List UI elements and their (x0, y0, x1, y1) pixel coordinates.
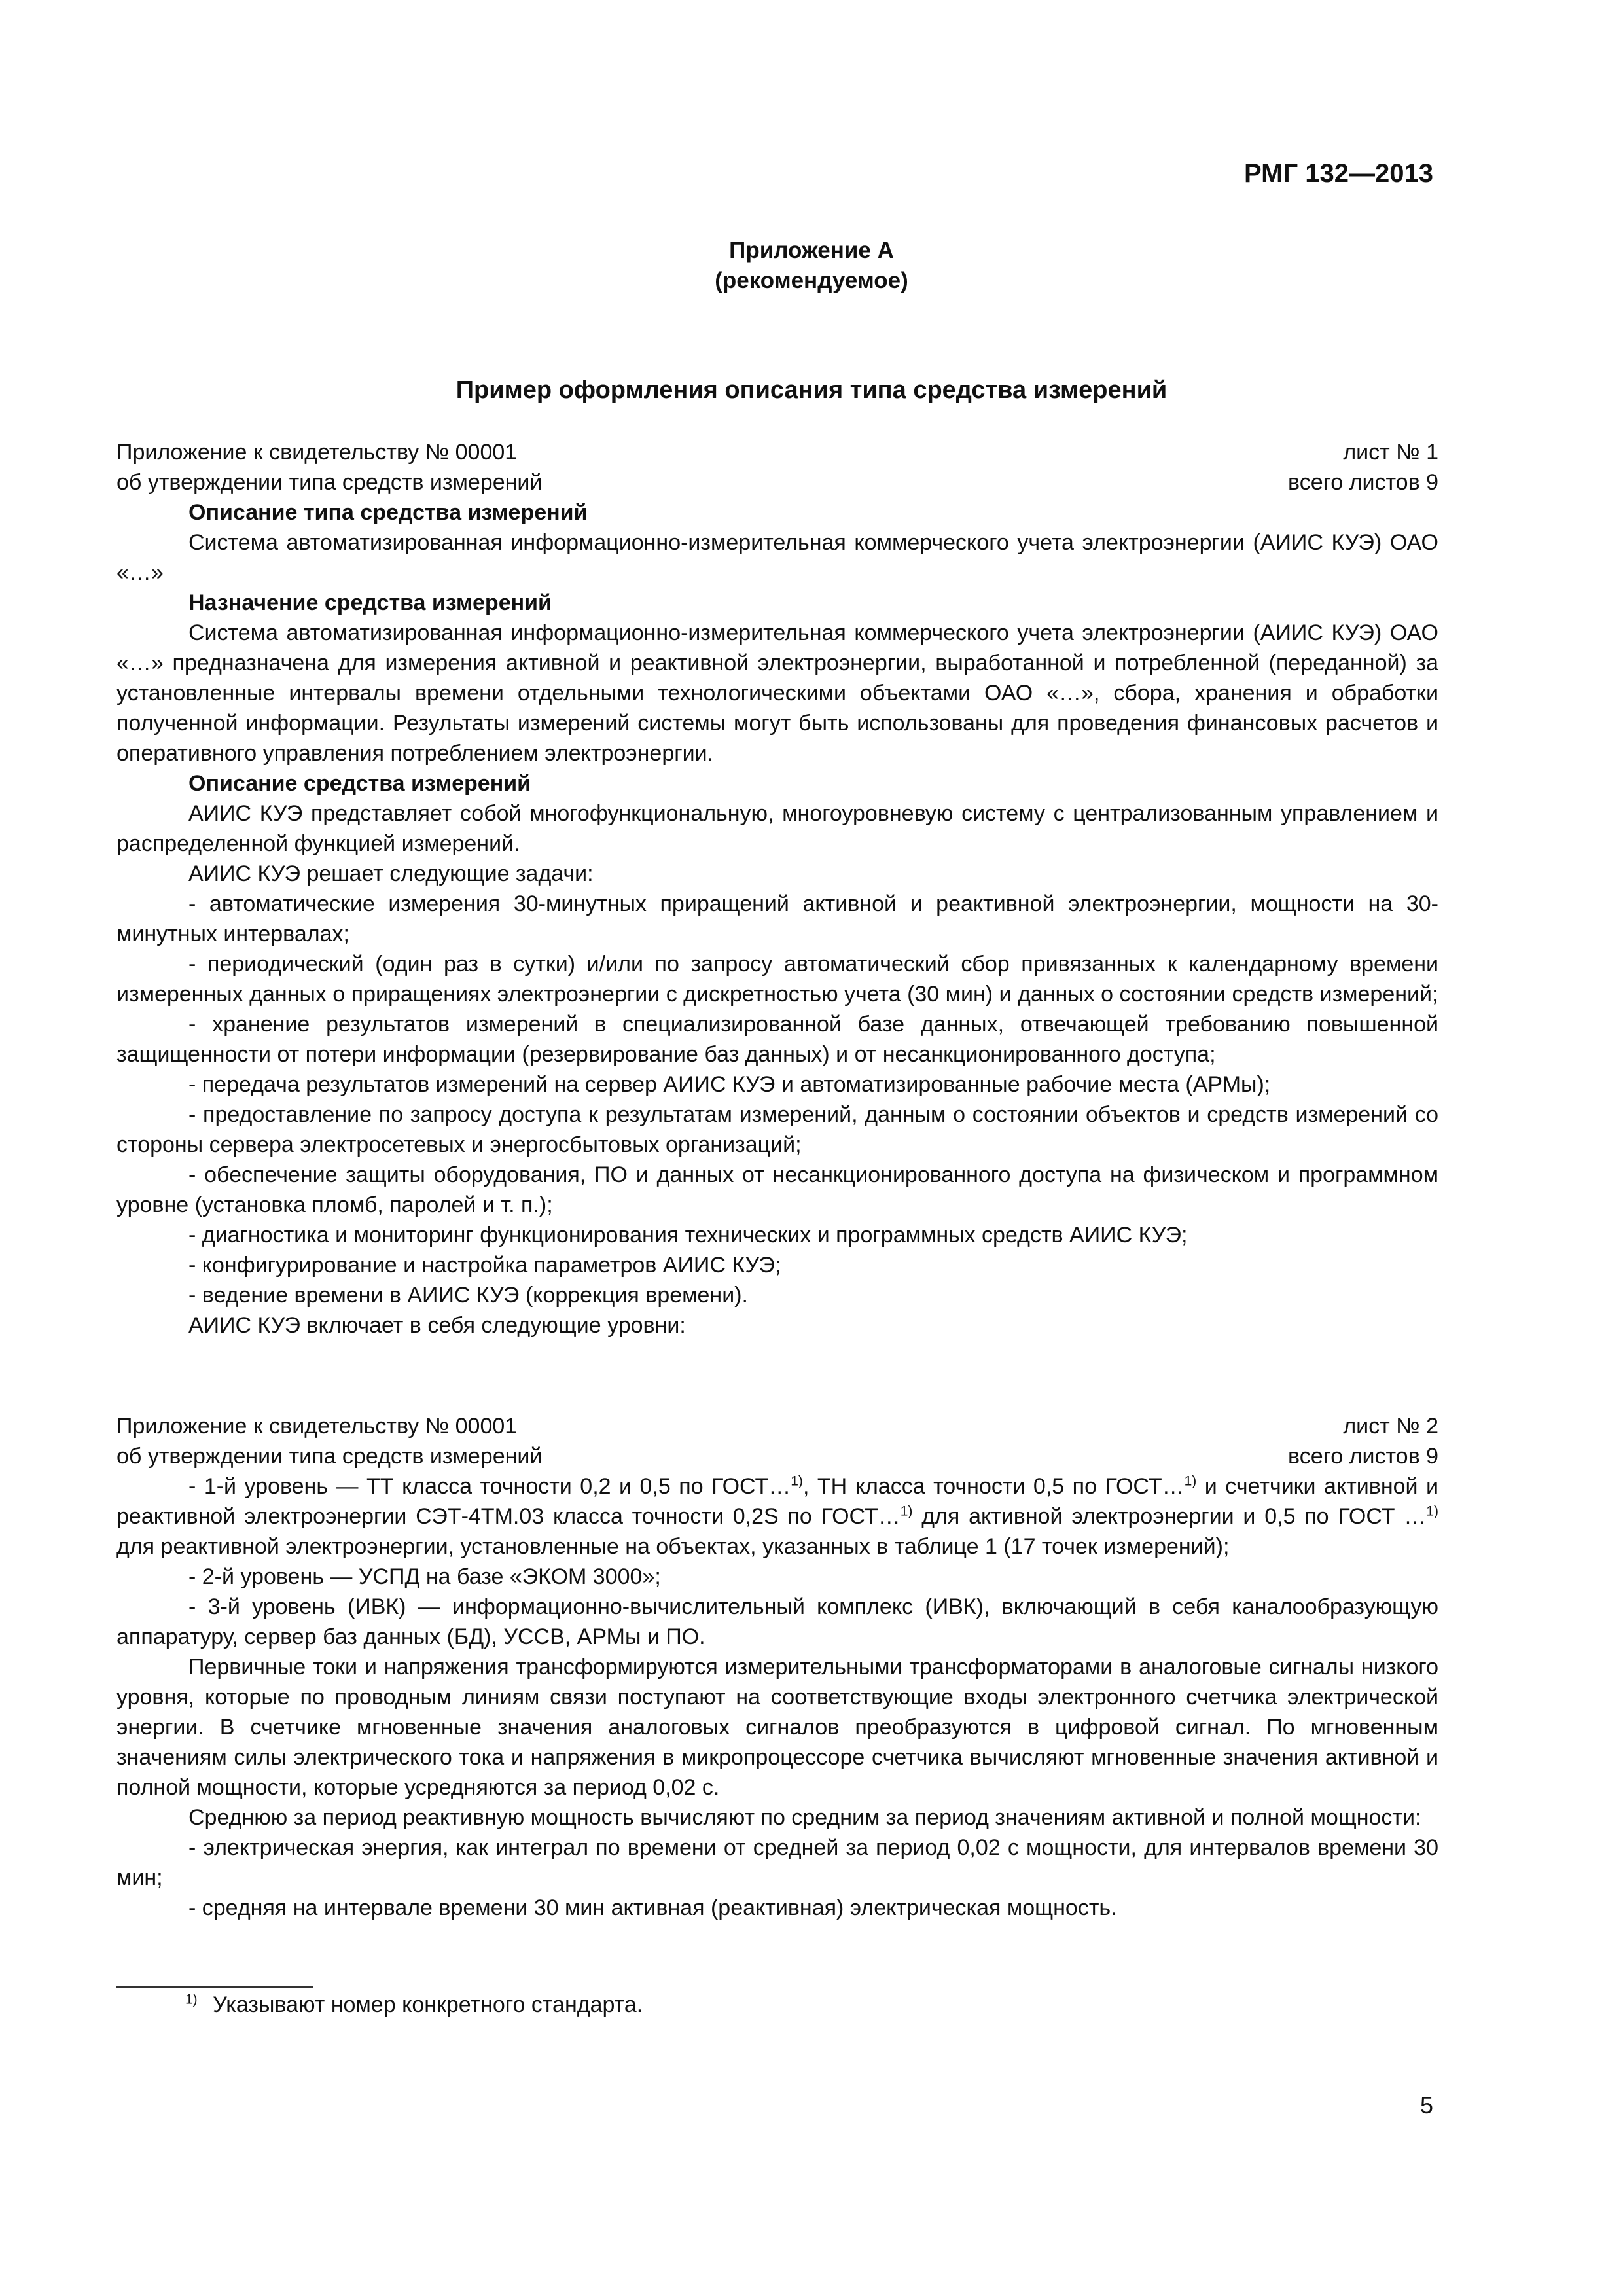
footnote-text: Указывают номер конкретного стандарта. (213, 1992, 643, 2017)
document-code: РМГ 132—2013 (1244, 159, 1433, 188)
footnote-ref: 1) (791, 1473, 803, 1489)
list-item: - обеспечение защиты оборудования, ПО и данных от несанкционированного доступа на физическом и программном уровне (установка пломб, паролей и т. п.); (116, 1162, 1438, 1217)
section-heading: Описание типа средства измерений (188, 500, 588, 525)
sheet-number: лист № 2 (1343, 1414, 1438, 1439)
paragraph: Первичные токи и напряжения трансформируются измерительными трансформаторами в аналоговые сигналы низкого уровня, которые по проводным линиям связи поступают на соответствующие входы электронного счетчика электрической энергии. В счетчике мгновенные значения аналоговых сигналов преобразуются в цифровой сигнал. По мгновенным значениям силы электрического тока и напряжения в микропроцессоре счетчика вычисляют мгновенные значения активной и полной мощности, которые усредняются за период 0,02 с. (116, 1655, 1438, 1800)
list-item: - диагностика и мониторинг функционирования технических и программных средств АИИС КУЭ; (188, 1223, 1188, 1247)
list-item: - автоматические измерения 30-минутных приращений активной и реактивной электроэнергии, мощности на 30-минутных интервалах; (116, 891, 1438, 946)
certificate-attachment: Приложение к свидетельству № 00001 (116, 1414, 518, 1439)
list-item-level-1: - 1-й уровень — ТТ класса точности 0,2 и 0,5 по ГОСТ…$^{1)}$, ТН класса точности 0,5 по ГОСТ…$^{1)}$ и счетчики активной и реактивной электроэнергии СЭТ-4ТМ.03 класса точности 0,2S по ГОСТ…$^{1)}$ для активной электроэнергии и 0,5 по ГОСТ …$^{1)}$ для реактивной электроэнергии, установленные на объектах, указанных в таблице 1 (17 точек измерений); (116, 1473, 1438, 1559)
list-item-level-3: - 3-й уровень (ИВК) — информационно-вычислительный комплекс (ИВК), включающий в себя каналообразующую аппаратуру, сервер баз данных (БД), УССВ, АРМы и ПО. (116, 1594, 1438, 1649)
total-sheets: всего листов 9 (1288, 1444, 1438, 1469)
paragraph: Система автоматизированная информационно-измерительная коммерческого учета электроэнергии (АИИС КУЭ) ОАО «…» предназначена для измерения активной и реактивной электроэнергии, выработанной и потребленной (переданной) за установленные интервалы времени отдельными технологическими объектами ОАО «…», сбора, хранения и обработки полученной информации. Результаты измерений системы могут быть использованы для проведения финансовых расчетов и оперативного управления потреблением электроэнергии. (116, 620, 1438, 766)
section-heading: Назначение средства измерений (188, 590, 552, 615)
footnote (185, 1990, 643, 2020)
footnote-ref: 1) (900, 1503, 913, 1519)
appendix-title: Приложение А (729, 238, 894, 263)
sheet-2-header-row (116, 1411, 1438, 1441)
sheet-1-block (116, 437, 1438, 1340)
footnote-separator (116, 1986, 313, 1988)
list-item: - средняя на интервале времени 30 мин активная (реактивная) электрическая мощность. (188, 1895, 1117, 1920)
certificate-attachment: Приложение к свидетельству № 00001 (116, 440, 518, 465)
certificate-attachment-cont: об утверждении типа средств измерений (116, 1444, 543, 1469)
paragraph: Система автоматизированная информационно-измерительная коммерческого учета электроэнергии (АИИС КУЭ) ОАО «…» (116, 530, 1438, 585)
paragraph: АИИС КУЭ решает следующие задачи: (188, 861, 594, 886)
sheet-2-header-row-2 (116, 1441, 1438, 1471)
list-item: - электрическая энергия, как интеграл по времени от средней за период 0,02 с мощности, для интервалов времени 30 мин; (116, 1835, 1438, 1890)
footnote-mark: 1) (185, 1992, 198, 2007)
list-item: - периодический (один раз в сутки) и/или по запросу автоматический сбор привязанных к календарному времени измеренных данных о приращениях электроэнергии с дискретностью учета (30 мин) и данных о состоянии средств измерений; (116, 952, 1438, 1007)
sheet-1-header-row-2 (116, 467, 1438, 497)
footnote-ref: 1) (1184, 1473, 1197, 1489)
list-item: - конфигурирование и настройка параметров АИИС КУЭ; (188, 1253, 781, 1278)
sheet-number: лист № 1 (1343, 440, 1438, 465)
section-heading: Описание средства измерений (188, 771, 531, 796)
page-number: 5 (1419, 2092, 1433, 2119)
paragraph: АИИС КУЭ представляет собой многофункциональную, многоуровневую систему с централизованным управлением и распределенной функцией измерений. (116, 801, 1438, 856)
sheet-2-block (116, 1411, 1438, 1923)
paragraph: АИИС КУЭ включает в себя следующие уровни: (188, 1313, 686, 1338)
certificate-attachment-cont: об утверждении типа средств измерений (116, 470, 543, 495)
sheet-1-header-row (116, 437, 1438, 467)
list-item-level-2: - 2-й уровень — УСПД на базе «ЭКОМ 3000»; (188, 1564, 661, 1589)
page-title: Пример оформления описания типа средства измерений (455, 376, 1168, 404)
total-sheets: всего листов 9 (1288, 470, 1438, 495)
paragraph: Среднюю за период реактивную мощность вычисляют по средним за период значениям активной и полной мощности: (188, 1805, 1421, 1830)
list-item: - ведение времени в АИИС КУЭ (коррекция времени). (188, 1283, 748, 1308)
footnote-ref: 1) (1426, 1503, 1438, 1519)
list-item: - передача результатов измерений на сервер АИИС КУЭ и автоматизированные рабочие места (АРМы); (188, 1072, 1271, 1097)
list-item: - хранение результатов измерений в специализированной базе данных, отвечающей требованию повышенной защищенности от потери информации (резервирование баз данных) и от несанкционированного доступа; (116, 1012, 1438, 1067)
appendix-subtitle: (рекомендуемое) (715, 268, 908, 293)
list-item: - предоставление по запросу доступа к результатам измерений, данным о состоянии объектов и средств измерений со стороны сервера электросетевых и энергосбытовых организаций; (116, 1102, 1438, 1157)
